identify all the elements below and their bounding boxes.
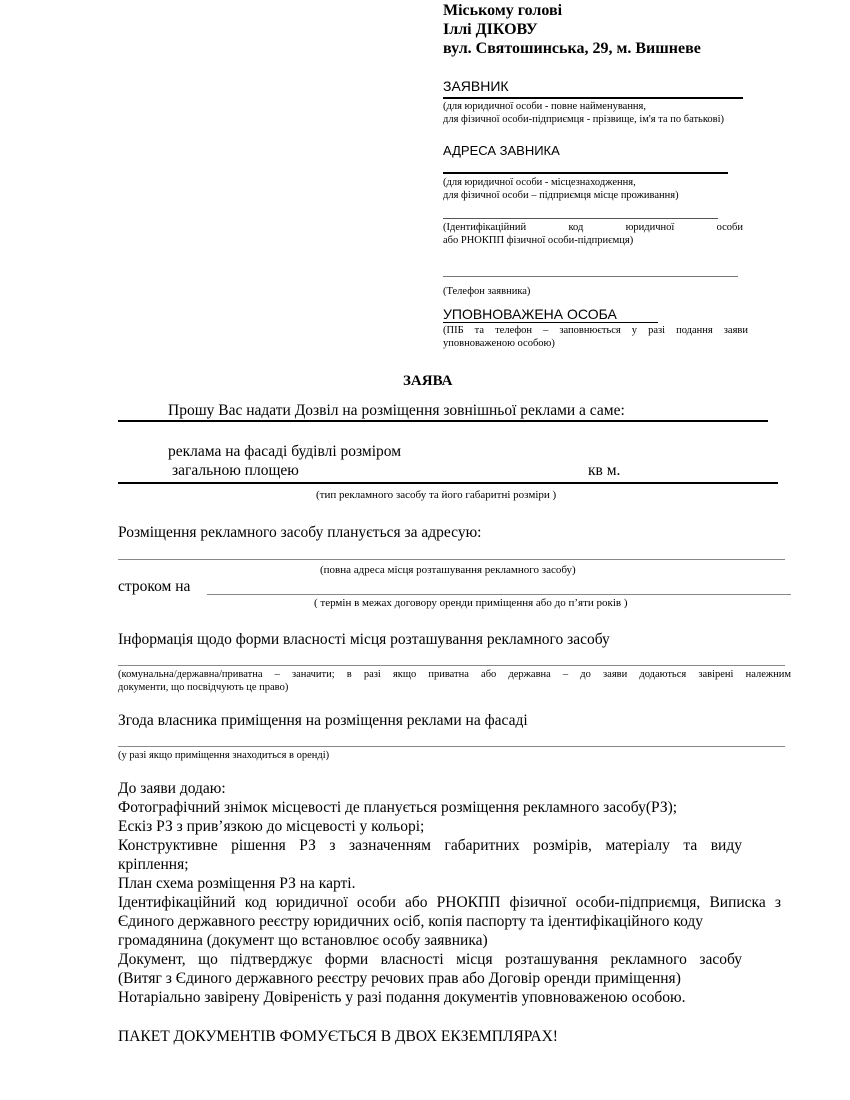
ad-type-field-line[interactable] — [118, 482, 778, 484]
id-code-word: код — [568, 222, 584, 233]
consent-field-line[interactable] — [118, 746, 785, 747]
applicant-hint1: (для юридичної особи - повне найменування, — [443, 101, 647, 112]
id-code-hint1 — [443, 222, 743, 234]
authorized-label: УПОВНОВАЖЕНА ОСОБА — [443, 306, 617, 322]
term-field-line[interactable] — [207, 594, 791, 595]
applicant-hint2: для фізичної особи-підприємця - прізвище, ім'я та по батькові) — [443, 114, 725, 125]
addressee-line1: Міському голові — [443, 2, 563, 19]
address-hint1: (для юридичної особи - місцезнаходження, — [443, 177, 636, 188]
placement-field-line[interactable] — [118, 559, 785, 560]
attachment-item: План схема розміщення РЗ на карті. — [118, 875, 356, 892]
attachment-item: Ескіз РЗ з прив’язкою до місцевості у кольорі; — [118, 818, 425, 835]
placement-label: Розміщення рекламного засобу планується за адресую: — [118, 524, 482, 541]
ownership-field-line[interactable] — [118, 665, 785, 666]
address-label: АДРЕСА ЗАВНИКА — [443, 143, 560, 158]
footer-note: ПАКЕТ ДОКУМЕНТІВ ФОМУЄТЬСЯ В ДВОХ ЕКЗЕМПЛЯРАХ! — [118, 1028, 558, 1045]
applicant-field-line[interactable] — [443, 97, 743, 99]
attachment-item: Фотографічний знімок місцевості де планується розміщення рекламного засобу(РЗ); — [118, 799, 678, 816]
ad-type-unit: кв м. — [588, 462, 621, 479]
document-title: ЗАЯВА — [403, 373, 453, 389]
id-code-word: (Ідентифікаційний — [443, 222, 527, 233]
ownership-hint1: (комунальна/державна/приватна – заначити; в разі якщо приватна або державна – до заяви додаються завірені належним — [118, 669, 791, 680]
consent-hint: (у разі якщо приміщення знаходиться в оренді) — [118, 750, 330, 761]
id-code-hint2: або РНОКПП фізичної особи-підприємця) — [443, 235, 634, 246]
attachment-item-cont: кріплення; — [118, 856, 189, 873]
authorized-hint2: уповноваженою особою) — [443, 338, 555, 349]
addressee-line2: Іллі ДІКОВУ — [443, 21, 538, 38]
ad-type-line2: загальною площею — [172, 462, 299, 479]
request-field-line[interactable] — [118, 420, 768, 422]
term-label: строком на — [118, 578, 191, 595]
attachment-item-cont: Єдиного державного реєстру юридичних осіб, копія паспорту та ідентифікаційного коду — [118, 913, 704, 930]
attachments-intro: До заяви додаю: — [118, 780, 226, 797]
attachment-item-cont: (Витяг з Єдиного державного реєстру речових прав або Договір оренди приміщення) — [118, 970, 681, 987]
request-line: Прошу Вас надати Дозвіл на розміщення зовнішньої реклами а саме: — [168, 402, 625, 419]
attachment-item: Нотаріально завірену Довіреність у разі подання документів уповноваженою особою. — [118, 989, 686, 1006]
applicant-label: ЗАЯВНИК — [443, 78, 509, 94]
ownership-hint2: документи, що посвідчують це право) — [118, 682, 289, 693]
authorized-field-line[interactable] — [443, 322, 658, 323]
id-code-word: особи — [716, 222, 743, 233]
ad-type-hint: (тип рекламного засобу та його габаритні розміри ) — [316, 489, 557, 501]
phone-field-line[interactable] — [443, 276, 738, 277]
attachment-item: Конструктивне рішення РЗ з зазначенням габаритних розмірів, матеріалу та виду — [118, 837, 742, 854]
addressee-line3: вул. Святошинська, 29, м. Вишневе — [443, 40, 701, 57]
authorized-hint1: (ПІБ та телефон – заповнюється у разі подання заяви — [443, 325, 748, 336]
phone-hint: (Телефон заявника) — [443, 286, 531, 297]
id-code-field-line[interactable] — [443, 218, 718, 219]
ad-type-line1: реклама на фасаді будівлі розміром — [168, 443, 402, 460]
id-code-word: юридичної — [625, 222, 675, 233]
address-hint2: для фізичної особи – підприємця місце проживання) — [443, 190, 679, 201]
ownership-label: Інформація щодо форми власності місця розташування рекламного засобу — [118, 631, 610, 648]
attachment-item: Ідентифікаційний код юридичної особи або РНОКПП фізичної особи-підприємця, Виписка з — [118, 894, 781, 911]
term-hint: ( термін в межах договору оренди приміщення або до п’яти років ) — [314, 597, 628, 609]
address-field-line[interactable] — [443, 172, 728, 174]
placement-hint: (повна адреса місця розташування рекламного засобу) — [320, 564, 576, 576]
attachment-item-cont: громадянина (документ що встановлює особу заявника) — [118, 932, 488, 949]
attachment-item: Документ, що підтверджує форми власності місця розташування рекламного засобу — [118, 951, 742, 968]
consent-label: Згода власника приміщення на розміщення реклами на фасаді — [118, 712, 528, 729]
